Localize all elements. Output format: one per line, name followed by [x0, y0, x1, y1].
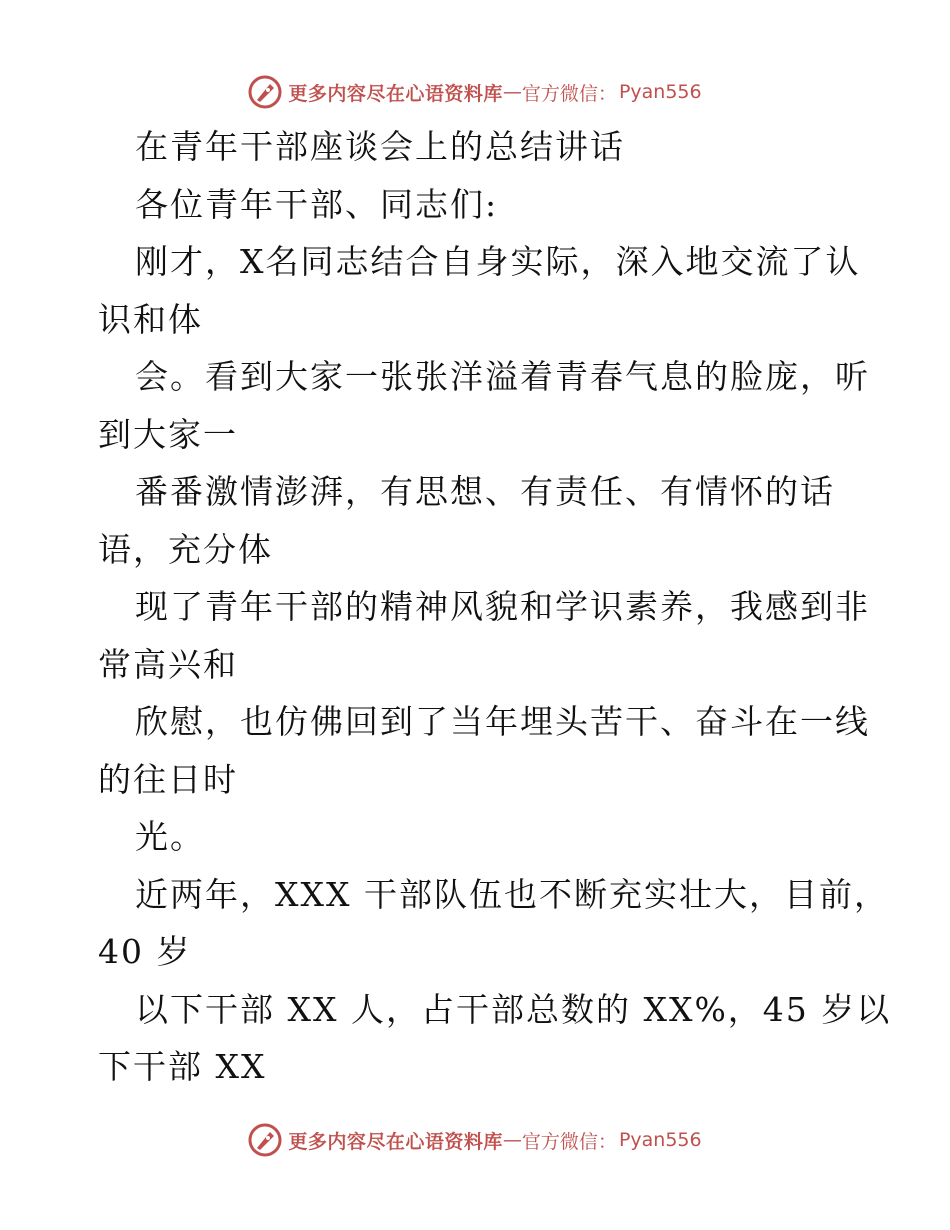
watermark-separator: —: [502, 1129, 522, 1151]
paragraph-line: 光。: [135, 817, 205, 856]
pen-nib-logo-icon: [248, 1123, 282, 1157]
salutation: 各位青年干部、同志们:: [135, 184, 499, 224]
paragraph-line: 刚才，X名同志结合自身实际，深入地交流了认: [135, 242, 861, 281]
paragraph-line: 识和体: [98, 299, 203, 339]
header-watermark: [0, 72, 950, 112]
paragraph-line: 的往日时: [98, 759, 238, 799]
watermark-main-text: 更多内容尽在心语资料库: [288, 82, 503, 105]
footer-watermark: [0, 1120, 950, 1160]
paragraph-line: 番番激情澎湃，有思想、有责任、有情怀的话: [135, 472, 835, 511]
pen-nib-logo-icon: [248, 75, 282, 109]
watermark-main-text: 更多内容尽在心语资料库: [288, 1130, 503, 1153]
document-body: [98, 118, 892, 1096]
document-title: 在青年干部座谈会上的总结讲话: [135, 127, 625, 166]
paragraph-line: 欣慰，也仿佛回到了当年埋头苦干、奋斗在一线: [135, 702, 870, 741]
paragraph-line: 现了青年干部的精神风貌和学识素养，我感到非: [135, 587, 870, 626]
paragraph-line: 到大家一: [98, 414, 238, 454]
watermark-separator: —: [502, 81, 522, 103]
paragraph-line: 下干部 XX: [98, 1047, 267, 1086]
paragraph-line: 会。看到大家一张张洋溢着青春气息的脸庞，听: [135, 357, 870, 396]
paragraph-line: 常高兴和: [98, 644, 238, 684]
watermark-official-label: 官方微信：: [521, 1130, 617, 1153]
watermark-official-label: 官方微信：: [521, 82, 617, 105]
watermark-wechat-id: Pyan556: [618, 1129, 702, 1151]
paragraph-line: 以下干部 XX 人，占干部总数的 XX%，45 岁以: [135, 989, 892, 1029]
watermark-wechat-id: Pyan556: [618, 81, 702, 103]
paragraph-line: 近两年，XXX 干部队伍也不断充实壮大，目前，: [135, 874, 889, 914]
paragraph-line: 40 岁: [98, 932, 192, 971]
paragraph-line: 语，充分体: [98, 529, 273, 569]
